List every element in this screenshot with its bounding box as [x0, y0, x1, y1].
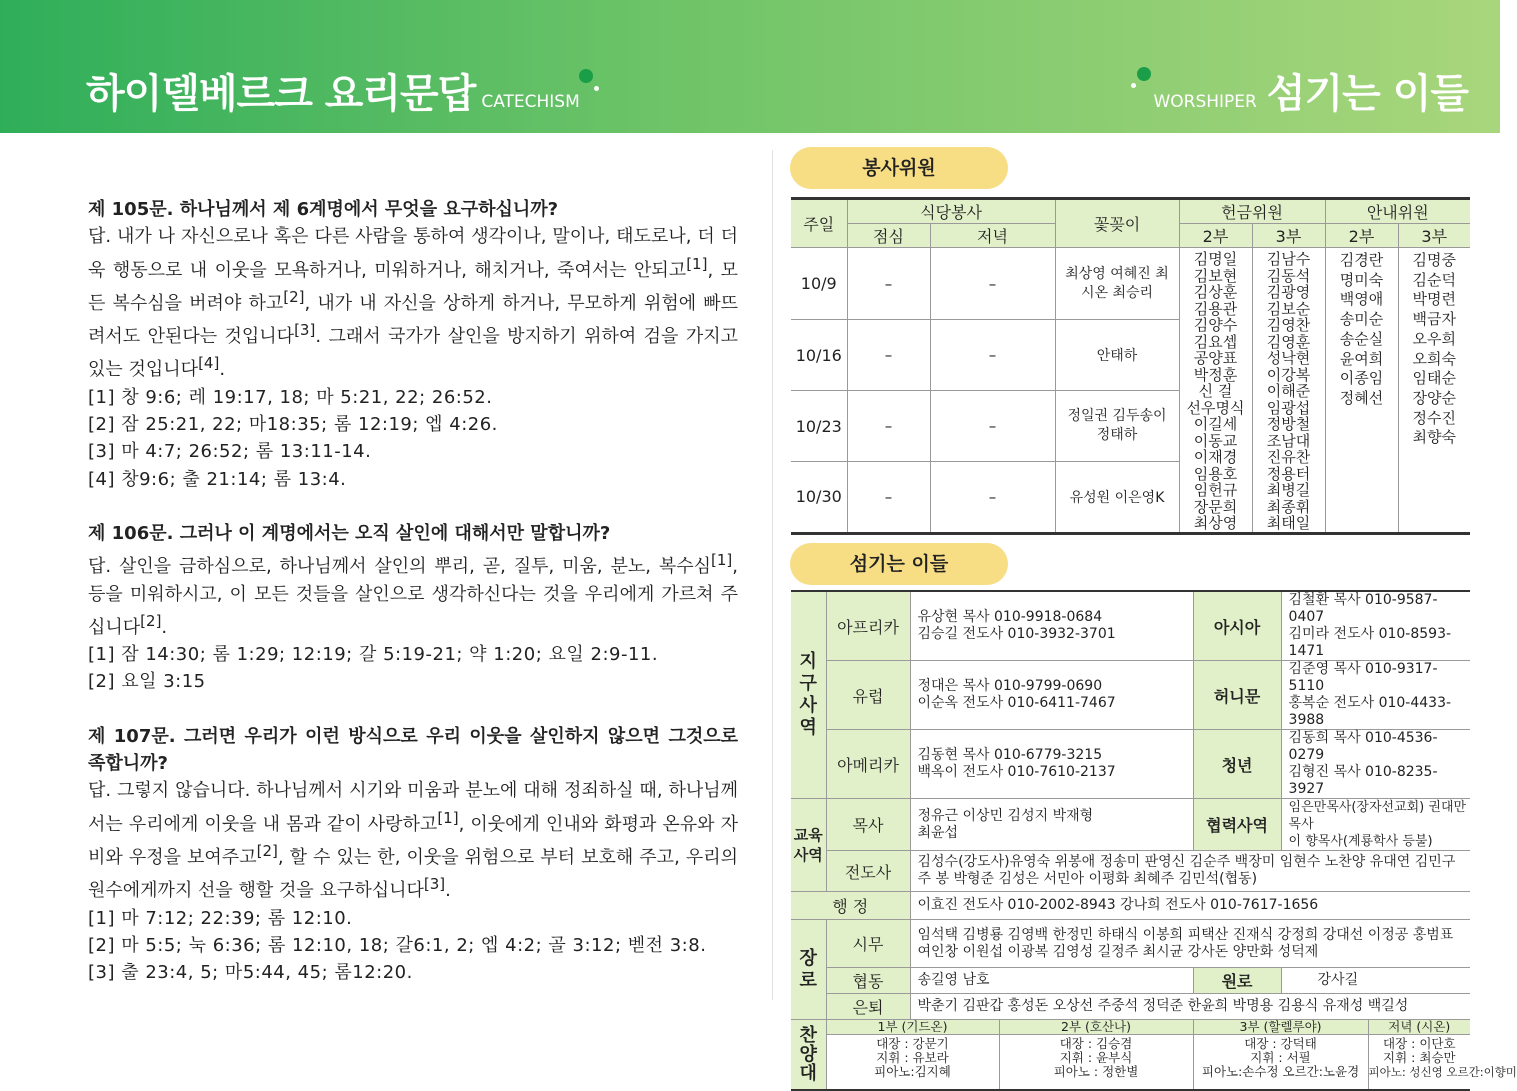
- catechism-q106: [88, 520, 738, 696]
- servants-section-label: 섬기는 이들: [790, 543, 1008, 585]
- decor-dot-icon: [1137, 67, 1151, 81]
- list-item: 최상영: [1193, 514, 1238, 532]
- list-item: 정혜선: [1339, 388, 1384, 407]
- europe-label: 유럽: [826, 661, 910, 730]
- usher-3-list: [1398, 248, 1470, 534]
- choir-group: 저녁 (시온) 대장 : 이단호 지휘 : 최승만 피아노: 성신영 오르간:이향미: [1368, 1020, 1470, 1090]
- africa-label: 아프리카: [826, 591, 910, 661]
- list-item: 김보현: [1193, 266, 1238, 285]
- list-item: 박정훈: [1193, 365, 1238, 384]
- col-offering-3: 3부: [1252, 224, 1325, 248]
- hernhut-contacts: 김준영 목사 010-9317-5110 홍복순 전도사 010-4433-3988: [1281, 661, 1470, 730]
- list-item: 진유찬: [1266, 448, 1311, 466]
- decor-dot-icon: [594, 86, 599, 91]
- list-item: 김명일: [1193, 250, 1238, 268]
- list-item: 김순덕: [1412, 270, 1456, 289]
- list-item: 공양표: [1193, 349, 1238, 367]
- list-item: 이동교: [1193, 431, 1238, 450]
- list-item: 박명련: [1412, 290, 1456, 309]
- list-item: 정수진: [1412, 408, 1456, 427]
- list-item: 김남수: [1266, 250, 1311, 268]
- list-item: 이종임: [1339, 369, 1384, 388]
- offering-3-list: [1252, 248, 1325, 534]
- question-105: 제 105문. 하나님께서 제 6계명에서 무엇을 요구하십니까?: [88, 199, 559, 220]
- col-lunch: 점심: [847, 224, 930, 248]
- list-item: 송순실: [1339, 329, 1384, 348]
- catechism-title: 하이델베르크 요리문답: [86, 71, 476, 117]
- reference: [3] 출 23:4, 5; 마5:44, 45; 롬12:20.: [88, 962, 413, 984]
- table-row: 10/9 – – 최상영 여혜진 최시온 최승리 김명일 김보현 김상훈 김용관 김양수 김요셉 공양표 박정훈 신 걸 선우명식 이길세 이동교 이재경 임용호 임헌규 장문희 최상영 김남수 김동석 김광영 김보순 김영찬 김영훈 성낙현 이강복 이해준 임광섭 정방철 조남대 진유찬 정용터 최병길 최종휘 최태일 김경란 명미숙 백영애 송미순 송순실 윤여희 이종임 정혜선 김명중 김순덕 박명련 백금자 오우희 오희숙 임태순 장양순 정수진 최향숙: [791, 248, 1470, 320]
- europe-contacts: 정대은 목사 010-9799-0690 이순옥 전도사 010-6411-7467: [910, 661, 1193, 730]
- list-item: 장양순: [1412, 388, 1456, 407]
- america-label: 아메리카: [826, 730, 910, 799]
- list-item: 임태순: [1412, 369, 1456, 388]
- catechism-subtitle: CATECHISM: [481, 92, 580, 112]
- elders-emeritus-names: 강사길: [1281, 968, 1470, 994]
- volunteers-section-label: 봉사위원: [790, 147, 1008, 189]
- elders-emeritus-label: 원로: [1193, 968, 1281, 994]
- list-item: 김용관: [1193, 299, 1238, 318]
- usher-2-list: [1325, 248, 1398, 534]
- choir-group: 3부 (할렐루야) 대장 : 강덕태 지휘 : 서필 피아노:손수정 오르간:노윤경: [1193, 1020, 1368, 1090]
- list-item: 김경란: [1339, 251, 1384, 269]
- list-item: 정방철: [1266, 415, 1311, 433]
- answer-105: 답. 내가 나 자신으로나 혹은 다른 사람을 통하여 생각이나, 말이나, 태도로나, 더 더욱 행동으로 내 이웃을 모욕하거나, 미워하거나, 해치거나, 죽여서는 안되고[1], 모든 복수심을 버려야 하고[2], 내가 내 자신을 상하게 하거나, 무모하게 위험에 빠뜨려서도 안된다는 것입니다[3]. 그래서 국가가 살인을 방지하기 위하여 검을 가지고 있는 것입니다[4].: [88, 226, 738, 381]
- col-flower: 꽃꽂이: [1055, 199, 1179, 248]
- list-item: 성낙현: [1266, 349, 1311, 367]
- col-meal: 식당봉사: [847, 199, 1055, 224]
- list-item: 김영훈: [1266, 332, 1311, 351]
- worshiper-title: 섬기는 이들: [1266, 71, 1468, 117]
- list-item: 윤여희: [1339, 349, 1384, 368]
- list-item: 김광영: [1266, 283, 1311, 301]
- catechism-q107: [88, 723, 738, 987]
- elders-retired-label: 은퇴: [826, 994, 910, 1020]
- edu-evangelist-names: 김성수(강도사)유영숙 위봉애 정송미 판영신 김순주 백장미 임현수 노찬양 유대연 김민구 주 봉 박형준 김성은 서민아 이평화 최혜주 김민석(협동): [910, 851, 1470, 892]
- col-usher-3: 3부: [1398, 224, 1470, 248]
- list-item: 김동석: [1266, 266, 1311, 285]
- servants-table: [791, 590, 1517, 1091]
- question-107: 제 107문. 그러면 우리가 이런 방식으로 우리 이웃을 살인하지 않으면 그것으로 족합니까?: [88, 725, 738, 775]
- list-item: 정용터: [1266, 464, 1311, 483]
- col-usher: 안내위원: [1325, 199, 1470, 224]
- edu-pastor-label: 목사: [826, 799, 910, 851]
- coop-ministry-names: 임은만목사(장자선교회) 권대만목사 이 향목사(계룡학사 등불): [1281, 799, 1470, 851]
- list-item: 오우희: [1412, 329, 1456, 348]
- hernhut-label: 허니문: [1193, 661, 1281, 730]
- asia-label: 아시아: [1193, 591, 1281, 661]
- catechism-q105: [88, 196, 738, 493]
- list-item: 김요셉: [1193, 332, 1238, 351]
- catechism-heading: [86, 62, 580, 119]
- list-item: 임헌규: [1193, 481, 1238, 499]
- question-106: 제 106문. 그러나 이 계명에서는 오직 살인에 대해서만 말합니까?: [88, 522, 611, 544]
- list-item: 오희숙: [1412, 349, 1456, 368]
- list-item: 김영찬: [1266, 316, 1311, 334]
- elders-label: 장로: [791, 920, 826, 1020]
- list-item: 최종휘: [1266, 497, 1311, 516]
- reference: [1] 창 9:6; 레 19:17, 18; 마 5:21, 22; 26:52.: [88, 386, 493, 408]
- col-date: 주일: [791, 199, 847, 248]
- list-item: 이길세: [1193, 415, 1238, 433]
- decor-dot-icon: [1131, 83, 1136, 88]
- worshiper-heading: [1153, 62, 1468, 119]
- col-dinner: 저녁: [930, 224, 1055, 248]
- reference: [3] 마 4:7; 26:52; 롬 13:11-14.: [88, 441, 372, 463]
- list-item: 이강복: [1266, 365, 1311, 384]
- list-item: 이해준: [1266, 382, 1311, 400]
- choir-label: 찬양대: [791, 1020, 826, 1090]
- reference: [4] 창9:6; 출 21:14; 롬 13:4.: [88, 468, 347, 490]
- list-item: 명미숙: [1339, 270, 1384, 289]
- list-item: 임용호: [1193, 464, 1238, 483]
- reference: [1] 마 7:12; 22:39; 롬 12:10.: [88, 907, 353, 929]
- volunteers-table: [791, 197, 1470, 535]
- col-offering: 헌금위원: [1179, 199, 1325, 224]
- list-item: 김명중: [1412, 251, 1456, 269]
- asia-contacts: 김철환 목사 010-9587-0407 김미라 전도사 010-8593-1471: [1281, 591, 1470, 661]
- regional-label: 지구사역: [791, 591, 826, 799]
- answer-107: 답. 그렇지 않습니다. 하나님께서 시기와 미움과 분노에 대해 정죄하실 때, 하나님께서는 우리에게 이웃을 내 몸과 같이 사랑하고[1], 이웃에게 인내와 화평과 온유와 자비와 우정을 보여주고[2], 할 수 있는 한, 이웃을 위험으로 부터 보호해 주고, 우리의 원수에게까지 선을 행할 것을 요구하십니다[3].: [88, 780, 739, 902]
- list-item: 백금자: [1412, 310, 1456, 329]
- page-header: [0, 0, 1500, 133]
- elders-active-label: 시무: [826, 920, 910, 968]
- elders-active-names: 임석택 김병룡 김영백 한정민 하태식 이봉희 피택산 진재식 강정희 강대선 이정공 홍범표 여인창 이원섭 이광복 김영성 길정주 최시균 강사돈 양만화 성덕제: [910, 920, 1470, 968]
- table-row: 10/16 – – 안태하: [791, 320, 1470, 391]
- edu-pastor-names: 정유근 이상민 김성지 박재형 최윤섭: [910, 799, 1193, 851]
- elders-retired-names: 박춘기 김판갑 홍성돈 오상선 주중석 정덕준 한윤희 박명용 김용식 유재성 백길성: [910, 994, 1470, 1020]
- africa-contacts: 유상현 목사 010-9918-0684 김승길 전도사 010-3932-3701: [910, 591, 1193, 661]
- list-item: 선우명식: [1186, 398, 1245, 417]
- list-item: 최병길: [1266, 481, 1311, 499]
- list-item: 김양수: [1193, 316, 1238, 334]
- answer-106: 답. 살인을 금하심으로, 하나님께서 살인의 뿌리, 곧, 질투, 미움, 분노, 복수심[1], 등을 미워하시고, 이 모든 것들을 살인으로 생각하신다는 것을 우리에게 가르쳐 주십니다[2].: [88, 551, 738, 638]
- youth-label: 청년: [1193, 730, 1281, 799]
- list-item: 송미순: [1339, 310, 1384, 329]
- decor-dot-icon: [579, 69, 593, 83]
- list-item: 이재경: [1193, 448, 1238, 466]
- elders-coop-names: 송길영 남호: [910, 968, 1193, 994]
- list-item: 김상훈: [1193, 283, 1238, 301]
- list-item: 조남대: [1266, 431, 1311, 450]
- table-row: 10/30 – – 유성원 이은영K: [791, 462, 1470, 533]
- america-contacts: 김동현 목사 010-6779-3215 백옥이 전도사 010-7610-2137: [910, 730, 1193, 799]
- worshiper-subtitle: WORSHIPER: [1153, 92, 1257, 112]
- youth-contacts: 김동희 목사 010-4536-0279 김형진 목사 010-8235-3927: [1281, 730, 1470, 799]
- list-item: 최향숙: [1412, 428, 1456, 447]
- choir-group: 2부 (호산나) 대장 : 김승겸 지휘 : 윤부식 피아노 : 정한별: [999, 1020, 1193, 1090]
- reference: [2] 요일 3:15: [88, 671, 206, 693]
- admin-label: 행 정: [791, 892, 910, 920]
- coop-ministry-label: 협력사역: [1193, 799, 1281, 851]
- offering-2-list: [1179, 248, 1252, 534]
- edu-evangelist-label: 전도사: [826, 851, 910, 892]
- reference: [1] 잠 14:30; 롬 1:29; 12:19; 갈 5:19-21; 약 1:20; 요일 2:9-11.: [88, 644, 659, 666]
- column-divider: [772, 150, 773, 1000]
- choir-group: 1부 (기드온) 대장 : 강문기 지휘 : 유보라 피아노:김지혜: [826, 1020, 999, 1090]
- list-item: 장문희: [1193, 497, 1238, 516]
- list-item: 백영애: [1339, 290, 1384, 309]
- col-offering-2: 2부: [1179, 224, 1252, 248]
- list-item: 최태일: [1266, 514, 1311, 532]
- reference: [2] 잠 25:21, 22; 마18:35; 롬 12:19; 엡 4:26.: [88, 414, 498, 436]
- col-usher-2: 2부: [1325, 224, 1398, 248]
- list-item: 신 걸: [1198, 382, 1233, 400]
- catechism-content: [88, 196, 738, 1013]
- reference: [2] 마 5:5; 눅 6:36; 롬 12:10, 18; 갈6:1, 2; 엡 4:2; 골 3:12; 벧전 3:8.: [88, 934, 707, 956]
- admin-contacts: 이효진 전도사 010-2002-8943 강나희 전도사 010-7617-1656: [910, 892, 1470, 920]
- elders-coop-label: 협동: [826, 968, 910, 994]
- education-label: 교육사역: [791, 799, 826, 892]
- list-item: 김보순: [1266, 299, 1311, 318]
- list-item: 임광섭: [1266, 398, 1311, 417]
- table-row: 10/23 – – 정일권 김두송이 정태하: [791, 391, 1470, 462]
